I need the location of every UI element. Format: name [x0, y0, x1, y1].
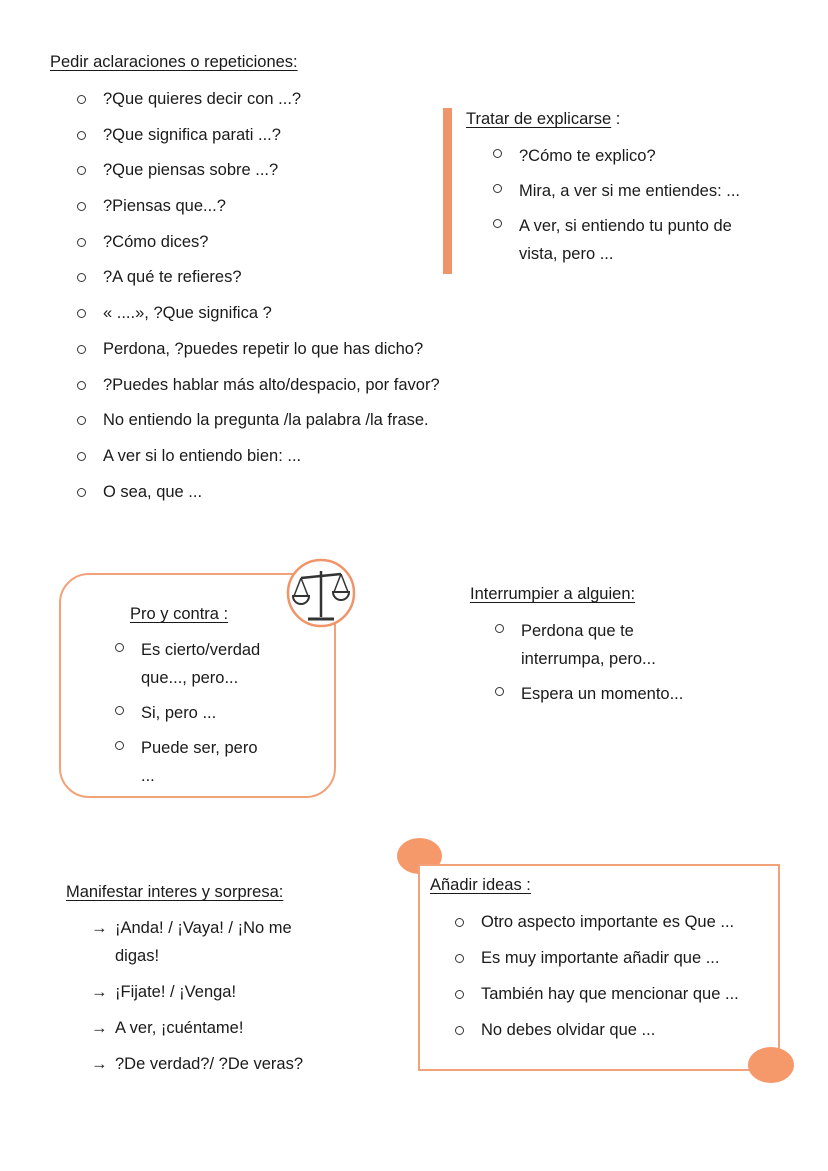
list-item: ?Que quieres decir con ...? — [77, 88, 440, 124]
list-item: ?Cómo te explico? — [493, 142, 771, 170]
list-item: Es cierto/verdad que..., pero... — [115, 636, 295, 692]
list-item: Mira, a ver si me entiendes: ... — [493, 177, 771, 205]
list-item — [91, 1014, 310, 1042]
section-title-aclaraciones: Pedir aclaraciones o repeticiones: — [50, 53, 298, 71]
list-item: Es muy importante añadir que ... — [455, 947, 739, 983]
balance-scale-icon — [286, 558, 356, 628]
list-item: A ver, si entiendo tu punto de vista, pero ... — [493, 212, 771, 268]
interes-sorpresa-list — [91, 914, 310, 1086]
list-item: ?Piensas que...? — [77, 195, 440, 231]
list-item: Puede ser, pero ... — [115, 734, 266, 790]
pro-contra-list — [115, 636, 295, 797]
arrow-icon: → — [91, 983, 108, 1001]
section-title-explicarse — [466, 110, 620, 129]
decorative-dot-bottom — [748, 1047, 794, 1083]
explicarse-title-text: Tratar de explicarse — [466, 110, 612, 128]
section-title-anadir-ideas: Añadir ideas : — [430, 876, 531, 894]
list-item: ?Puedes hablar más alto/despacio, por favor? — [77, 374, 440, 410]
list-item — [91, 978, 310, 1006]
section-title-pro-contra: Pro y contra : — [130, 605, 229, 623]
list-item: Perdona, ?puedes repetir lo que has dicho? — [77, 338, 440, 374]
list-item: ?Cómo dices? — [77, 231, 440, 267]
accent-bar — [443, 108, 452, 274]
list-item: « ....», ?Que significa ? — [77, 302, 440, 338]
anadir-ideas-list — [455, 911, 739, 1055]
list-item: Otro aspecto importante es Que ... — [455, 911, 739, 947]
section-title-interes-sorpresa: Manifestar interes y sorpresa: — [66, 883, 284, 901]
list-item-text: ¡Anda! / ¡Vaya! / ¡No me digas! — [115, 919, 292, 965]
list-item: También hay que mencionar que ... — [455, 983, 739, 1019]
list-item: ?Que significa parati ...? — [77, 124, 440, 160]
list-item: O sea, que ... — [77, 481, 440, 517]
list-item — [91, 914, 310, 970]
list-item-text: ¡Fijate! / ¡Venga! — [115, 983, 237, 1001]
list-item: ?A qué te refieres? — [77, 266, 440, 302]
explicarse-title-colon: : — [611, 110, 621, 128]
list-item — [91, 1050, 310, 1078]
list-item-text: ?De verdad?/ ?De veras? — [115, 1055, 304, 1073]
arrow-icon: → — [91, 1019, 108, 1037]
interrumpir-list — [495, 617, 683, 715]
list-item: Espera un momento... — [495, 680, 683, 708]
list-item: A ver si lo entiendo bien: ... — [77, 445, 440, 481]
list-item: No entiendo la pregunta /la palabra /la frase. — [77, 409, 440, 445]
list-item: ?Que piensas sobre ...? — [77, 159, 440, 195]
section-title-interrumpir: Interrumpier a alguien: — [470, 585, 636, 603]
list-item: Si, pero ... — [115, 699, 295, 727]
list-item: Perdona que te interrumpa, pero... — [495, 617, 676, 673]
aclaraciones-list — [77, 88, 440, 516]
arrow-icon: → — [91, 1055, 108, 1073]
list-item: No debes olvidar que ... — [455, 1019, 739, 1055]
arrow-icon: → — [91, 919, 108, 937]
explicarse-list — [493, 142, 771, 275]
list-item-text: A ver, ¡cuéntame! — [115, 1019, 244, 1037]
